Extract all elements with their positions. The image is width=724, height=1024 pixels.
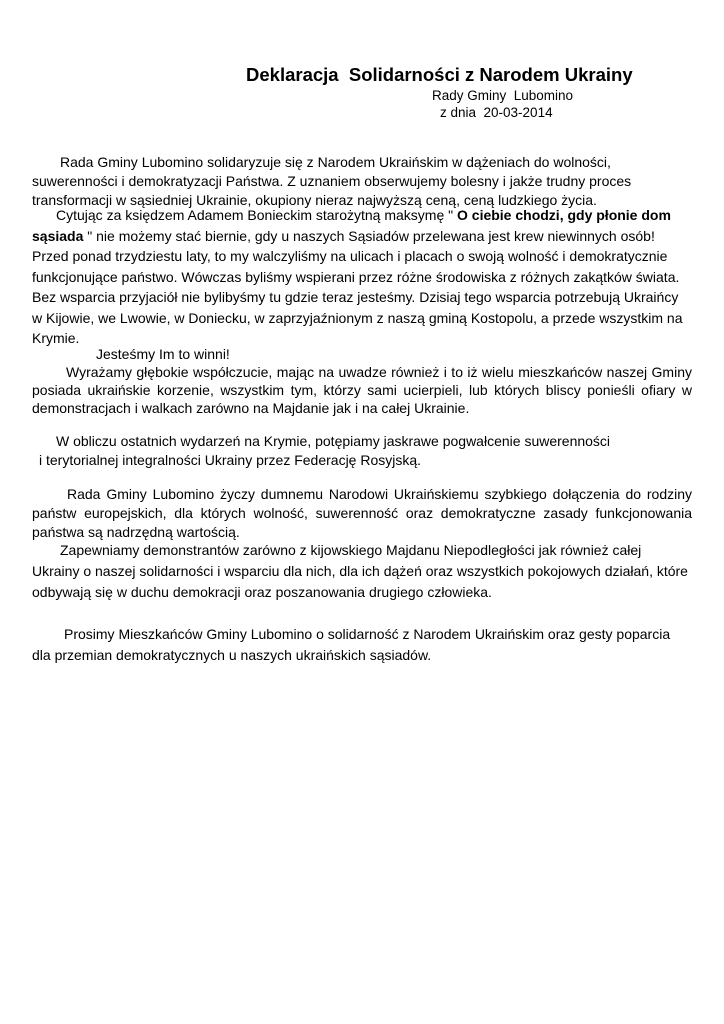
paragraph-quote-bold: O ciebie chodzi, gdy płonie dom sąsiada xyxy=(32,207,671,244)
paragraph-assurance-text: Zapewniamy demonstrantów zarówno z kijowskiego Majdanu Niepodległości jak również całej Ukrainy o naszej solidarności i wsparciu dla nich, dla ich dążeń oraz wszystkich pokojowych działań, które odbywają się w duchu demokracji oraz poszanowania drugiego człowieka. xyxy=(32,542,688,600)
document-issuer: Rady Gminy Lubomino xyxy=(432,88,574,103)
document-title: Deklaracja Solidarności z Narodem Ukrainy xyxy=(246,64,633,85)
paragraph-assurance xyxy=(32,540,692,603)
paragraph-quote-rest: " nie możemy stać biernie, gdy u naszych Sąsiadów przelewana jest krew niewinnych osób! Przed ponad trzydziestu laty, to my walczyliśmy na ulicach i placach o swoją wolność i demokratycznie funkcjonujące państwo. Wówczas byliśmy wspierani przez różne środowiska z różnych zakątków świata. Bez wsparcia przyjaciół nie bylibyśmy tu gdzie teraz jesteśmy. Dzisiaj tego wsparcia potrzebują Ukraińcy w Kijowie, we Lwowie, w Doniecku, w zaprzyjaźnionym z naszą gminą Kostopolu, a przede wszystkim na Krymie. xyxy=(32,227,683,346)
paragraph-owe-text: Jesteśmy Im to winni! xyxy=(96,346,230,362)
paragraph-wishes xyxy=(32,485,692,542)
paragraph-condemnation-line1: W obliczu ostatnich wydarzeń na Krymie, potępiamy jaskrawe pogwałcenie suwerenności xyxy=(56,433,611,449)
paragraph-solidarity xyxy=(32,153,692,210)
paragraph-quote-intro: Cytując za księdzem Adamem Bonieckim starożytną maksymę " xyxy=(56,207,454,223)
document-date: z dnia 20-03-2014 xyxy=(440,105,553,120)
paragraph-sympathy xyxy=(32,345,692,417)
paragraph-condemnation xyxy=(32,432,692,470)
paragraph-solidarity-text: Rada Gminy Lubomino solidaryzuje się z Narodem Ukraińskim w dążeniach do wolności, suwerenności i demokratyzacji Państwa. Z uznaniem obserwujemy bolesny i jakże trudny proces transformacji w sąsiedniej Ukrainie, okupiony nieraz najwyższą ceną, ceną ludzkiego życia. xyxy=(32,154,632,208)
paragraph-wishes-text: Rada Gminy Lubomino życzy dumnemu Narodowi Ukraińskiemu szybkiego dołączenia do rodziny państw europejskich, dla których wolność, suwerenność oraz demokratyczne zasady funkcjonowania państwa są nadrzędną wartością. xyxy=(32,486,692,540)
paragraph-appeal xyxy=(32,624,692,666)
paragraph-condemnation-line2: i terytorialnej integralności Ukrainy przez Federację Rosyjską. xyxy=(39,452,422,468)
paragraph-quote xyxy=(32,205,692,349)
paragraph-sympathy-text: Wyrażamy głębokie współczucie, mając na uwadze również i to iż wielu mieszkańców naszej Gminy posiada ukraińskie korzenie, wszystkim tym, którzy sami ucierpieli, lub których bliscy ponieśli ofiary w demonstracjach i walkach zarówno na Majdanie jak i na całej Ukrainie. xyxy=(32,364,692,416)
paragraph-appeal-text: Prosimy Mieszkańców Gminy Lubomino o solidarność z Narodem Ukraińskim oraz gesty poparcia dla przemian demokratycznych u naszych ukraińskich sąsiadów. xyxy=(32,626,671,663)
